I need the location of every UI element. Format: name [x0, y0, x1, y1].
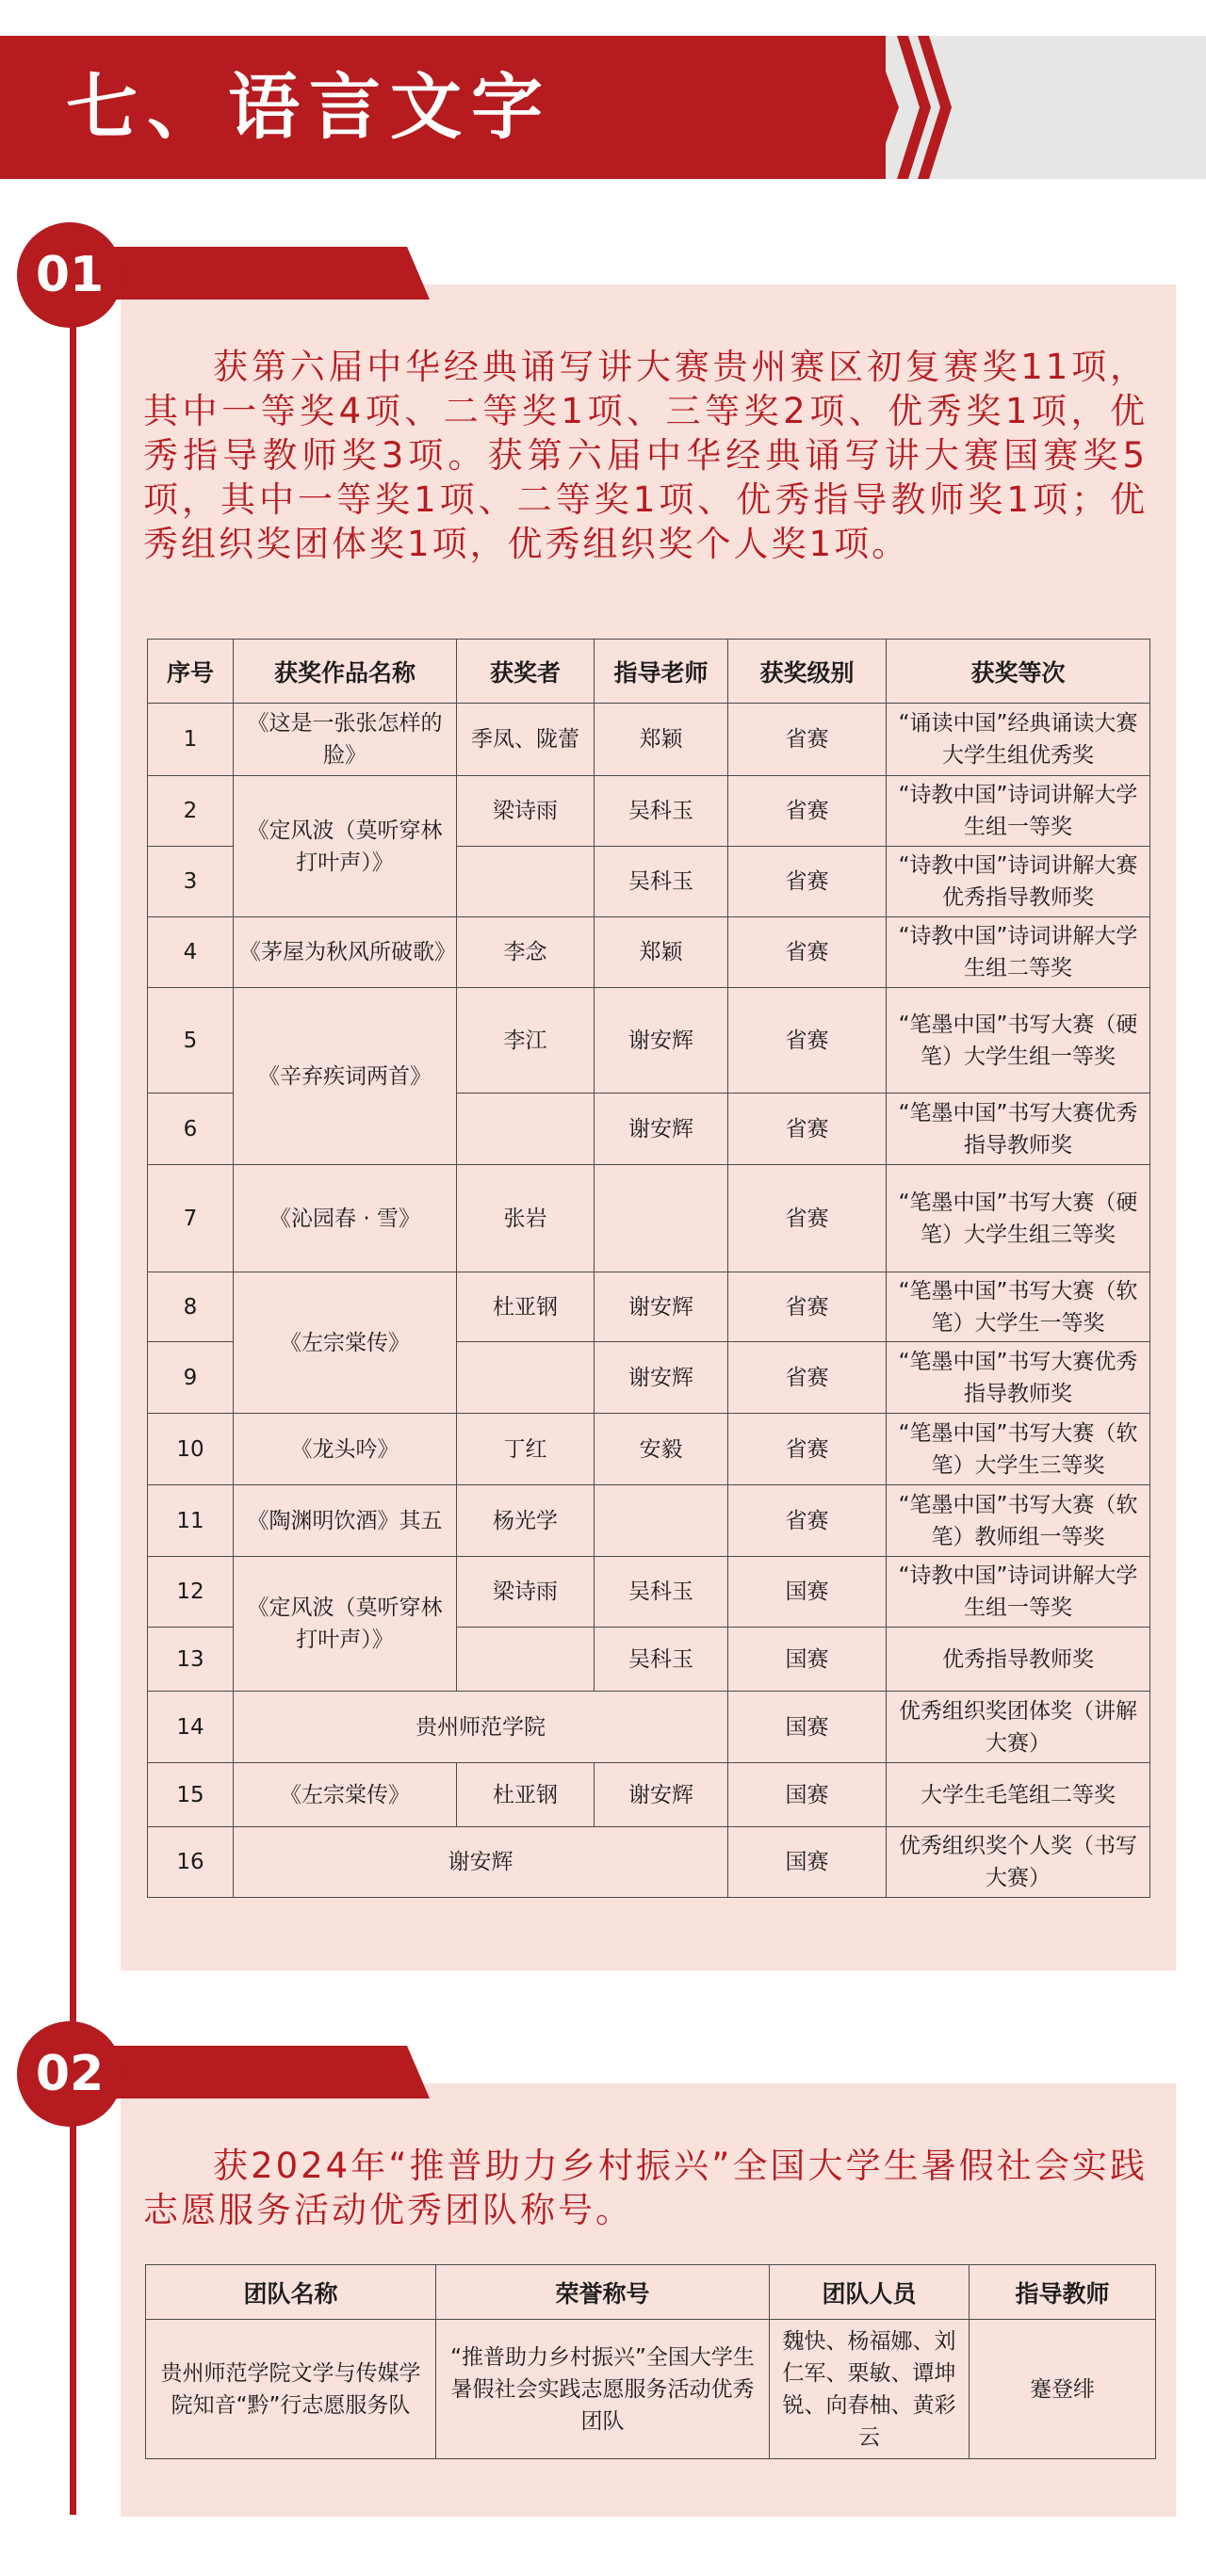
cell-teacher: 谢安辉	[595, 1094, 728, 1165]
cell-teacher	[595, 1485, 728, 1557]
team-table	[145, 2264, 1156, 2459]
cell-work: 《左宗棠传》	[234, 1272, 457, 1414]
table-row	[148, 1272, 1150, 1342]
cell-award: “笔墨中国”书写大赛（软笔）大学生一等奖	[887, 1272, 1150, 1342]
cell-teacher: 安毅	[595, 1414, 728, 1485]
column-header-team: 团队名称	[146, 2265, 436, 2320]
cell-honor: “推普助力乡村振兴”全国大学生暑假社会实践志愿服务活动优秀团队	[436, 2320, 770, 2459]
cell-level: 省赛	[728, 776, 887, 847]
section-1-number-badge: 01	[17, 222, 122, 328]
section-2-number-badge: 02	[17, 2021, 122, 2127]
cell-level: 省赛	[728, 1165, 887, 1272]
cell-level: 国赛	[728, 1628, 887, 1692]
cell-teacher: 谢安辉	[595, 1342, 728, 1414]
timeline-line	[70, 283, 76, 2515]
column-header-winner: 获奖者	[457, 640, 595, 704]
cell-level: 国赛	[728, 1763, 887, 1827]
cell-winner	[457, 1628, 595, 1692]
cell-award: “诵读中国”经典诵读大赛大学生组优秀奖	[887, 704, 1150, 776]
cell-winner: 杜亚钢	[457, 1272, 595, 1342]
cell-no: 11	[148, 1485, 234, 1557]
section-2-paragraph: 获2024年“推普助力乡村振兴”全国大学生暑假社会实践志愿服务活动优秀团队称号。	[143, 2146, 1148, 2230]
cell-award: “笔墨中国”书写大赛（软笔）大学生三等奖	[887, 1414, 1150, 1485]
table-header-row	[148, 640, 1150, 704]
cell-award: 大学生毛笔组二等奖	[887, 1763, 1150, 1827]
cell-no: 5	[148, 988, 234, 1094]
cell-winner: 丁红	[457, 1414, 595, 1485]
cell-teacher	[595, 1165, 728, 1272]
cell-work: 《茅屋为秋风所破歌》	[234, 917, 457, 988]
cell-no: 6	[148, 1094, 234, 1165]
cell-no: 4	[148, 917, 234, 988]
column-header-members: 团队人员	[770, 2265, 970, 2320]
cell-winner: 梁诗雨	[457, 776, 595, 847]
cell-award: 优秀组织奖团体奖（讲解大赛）	[887, 1692, 1150, 1763]
section-2-ribbon	[73, 2046, 407, 2098]
column-header-advisor: 指导教师	[970, 2265, 1156, 2320]
cell-winner: 杨光学	[457, 1485, 595, 1557]
cell-no: 9	[148, 1342, 234, 1414]
cell-level: 国赛	[728, 1557, 887, 1628]
column-header-honor: 荣誉称号	[436, 2265, 770, 2320]
cell-award: “笔墨中国”书写大赛优秀指导教师奖	[887, 1094, 1150, 1165]
cell-winner: 杜亚钢	[457, 1763, 595, 1827]
cell-winner	[457, 1342, 595, 1414]
cell-no: 16	[148, 1827, 234, 1898]
cell-work: 《这是一张张怎样的脸》	[234, 704, 457, 776]
cell-members: 魏快、杨福娜、刘仁军、栗敏、谭坤锐、向春柚、黄彩云	[770, 2320, 970, 2459]
cell-teacher: 谢安辉	[595, 1763, 728, 1827]
cell-winner	[457, 1094, 595, 1165]
cell-winner: 季凤、陇蕾	[457, 704, 595, 776]
cell-winner: 梁诗雨	[457, 1557, 595, 1628]
cell-teacher: 郑颖	[595, 917, 728, 988]
cell-level: 省赛	[728, 1485, 887, 1557]
table-row	[148, 776, 1150, 847]
cell-no: 15	[148, 1763, 234, 1827]
cell-work: 《龙头吟》	[234, 1414, 457, 1485]
column-header-work: 获奖作品名称	[234, 640, 457, 704]
column-header-teacher: 指导老师	[595, 640, 728, 704]
table-row	[148, 988, 1150, 1094]
cell-teacher: 吴科玉	[595, 1557, 728, 1628]
cell-award: “笔墨中国”书写大赛优秀指导教师奖	[887, 1342, 1150, 1414]
column-header-no: 序号	[148, 640, 234, 704]
cell-no: 2	[148, 776, 234, 847]
cell-level: 国赛	[728, 1692, 887, 1763]
section-1-ribbon-tip	[407, 247, 430, 300]
cell-team: 贵州师范学院文学与传媒学院知音“黔”行志愿服务队	[146, 2320, 436, 2459]
cell-work: 《沁园春 · 雪》	[234, 1165, 457, 1272]
cell-work: 贵州师范学院	[234, 1692, 728, 1763]
cell-award: “诗教中国”诗词讲解大学生组一等奖	[887, 776, 1150, 847]
awards-table	[147, 639, 1150, 1898]
table-row	[148, 1827, 1150, 1898]
cell-winner: 李江	[457, 988, 595, 1094]
banner-arrow-shape	[872, 36, 899, 179]
section-2-ribbon-tip	[407, 2046, 430, 2098]
table-row	[148, 1557, 1150, 1628]
cell-work: 《陶渊明饮酒》其五	[234, 1485, 457, 1557]
cell-winner: 张岩	[457, 1165, 595, 1272]
cell-no: 14	[148, 1692, 234, 1763]
cell-teacher: 谢安辉	[595, 988, 728, 1094]
cell-award: 优秀组织奖个人奖（书写大赛）	[887, 1827, 1150, 1898]
table-row	[148, 917, 1150, 988]
table-row	[148, 1165, 1150, 1272]
cell-award: “笔墨中国”书写大赛（软笔）教师组一等奖	[887, 1485, 1150, 1557]
table-row	[148, 704, 1150, 776]
cell-award: “笔墨中国”书写大赛（硬笔）大学生组三等奖	[887, 1165, 1150, 1272]
cell-teacher: 谢安辉	[595, 1272, 728, 1342]
cell-level: 省赛	[728, 1414, 887, 1485]
cell-award: “笔墨中国”书写大赛（硬笔）大学生组一等奖	[887, 988, 1150, 1094]
cell-no: 8	[148, 1272, 234, 1342]
table-header-row	[146, 2265, 1156, 2320]
cell-award: 优秀指导教师奖	[887, 1628, 1150, 1692]
cell-award: “诗教中国”诗词讲解大学生组二等奖	[887, 917, 1150, 988]
cell-teacher: 吴科玉	[595, 776, 728, 847]
cell-no: 3	[148, 847, 234, 917]
cell-no: 1	[148, 704, 234, 776]
cell-teacher: 吴科玉	[595, 847, 728, 917]
table-row	[148, 1414, 1150, 1485]
cell-teacher: 郑颖	[595, 704, 728, 776]
column-header-level: 获奖级别	[728, 640, 887, 704]
cell-no: 12	[148, 1557, 234, 1628]
table-row	[148, 1692, 1150, 1763]
section-1-ribbon	[73, 247, 407, 300]
cell-winner: 李念	[457, 917, 595, 988]
cell-teacher: 吴科玉	[595, 1628, 728, 1692]
chevron-right-icon	[918, 36, 952, 179]
column-header-award: 获奖等次	[887, 640, 1150, 704]
cell-winner	[457, 847, 595, 917]
table-row	[148, 1485, 1150, 1557]
cell-no: 13	[148, 1628, 234, 1692]
cell-level: 国赛	[728, 1827, 887, 1898]
cell-work: 《定风波（莫听穿林打叶声）》	[234, 776, 457, 917]
table-row	[146, 2320, 1156, 2459]
cell-work: 《定风波（莫听穿林打叶声）》	[234, 1557, 457, 1692]
cell-level: 省赛	[728, 988, 887, 1094]
cell-level: 省赛	[728, 1094, 887, 1165]
section-1-paragraph: 获第六届中华经典诵写讲大赛贵州赛区初复赛奖11项，其中一等奖4项、二等奖1项、三等奖2项、优秀奖1项，优秀指导教师奖3项。获第六届中华经典诵写讲大赛国赛奖5项，其中一等奖1项、二等奖1项、优秀指导教师奖1项；优秀组织奖团体奖1项，优秀组织奖个人奖1项。	[143, 347, 1148, 564]
cell-advisor: 蹇登绯	[970, 2320, 1156, 2459]
cell-award: “诗教中国”诗词讲解大赛优秀指导教师奖	[887, 847, 1150, 917]
table-row	[148, 1763, 1150, 1827]
cell-level: 省赛	[728, 704, 887, 776]
cell-no: 10	[148, 1414, 234, 1485]
cell-work: 《左宗棠传》	[234, 1763, 457, 1827]
cell-level: 省赛	[728, 1272, 887, 1342]
cell-no: 7	[148, 1165, 234, 1272]
cell-work: 谢安辉	[234, 1827, 728, 1898]
cell-award: “诗教中国”诗词讲解大学生组一等奖	[887, 1557, 1150, 1628]
cell-work: 《辛弃疾词两首》	[234, 988, 457, 1165]
cell-level: 省赛	[728, 917, 887, 988]
cell-level: 省赛	[728, 1342, 887, 1414]
page-title: 七、语言文字	[66, 65, 552, 149]
cell-level: 省赛	[728, 847, 887, 917]
